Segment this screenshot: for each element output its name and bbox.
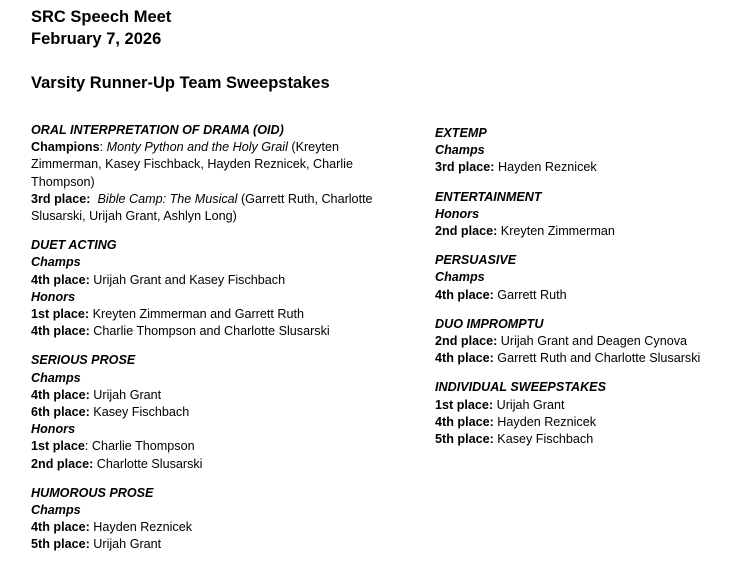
result-entry	[31, 191, 403, 225]
competitor-names: (Garrett Ruth, Charlotte Slusarski, Urijah Grant, Ashlyn Long)	[31, 191, 373, 224]
separator: :	[84, 439, 92, 454]
work-title: Monty Python and the Holy Grail	[106, 140, 288, 155]
placement: 4th place:	[31, 272, 90, 287]
competitor-names: Charlie Thompson and Charlotte Slusarski	[93, 324, 330, 339]
result-entry	[435, 397, 735, 414]
division-label: Honors	[31, 422, 76, 437]
result-entry	[31, 323, 403, 340]
result-entry	[435, 287, 735, 304]
placement: 4th place:	[435, 351, 494, 366]
competitor-names: (Kreyten Zimmerman, Kasey Fischback, Hayden Reznicek, Charlie Thompson)	[31, 140, 353, 189]
division-label: Champs	[31, 255, 81, 270]
result-entry	[31, 272, 403, 289]
meet-title: SRC Speech Meet	[31, 8, 172, 26]
result-entry	[435, 159, 735, 176]
result-entry	[31, 306, 403, 323]
division-label: Champs	[435, 270, 485, 285]
section-duo-impromptu	[435, 316, 735, 368]
division-label: Honors	[435, 206, 480, 221]
section-extemp	[435, 125, 735, 177]
placement: 4th place:	[31, 387, 90, 402]
result-entry	[435, 414, 735, 431]
result-entry	[31, 387, 403, 404]
section-serious-prose	[31, 352, 403, 472]
document-subtitle: Varsity Runner-Up Team Sweepstakes	[31, 74, 330, 92]
division-label: Champs	[31, 503, 81, 518]
division-label: Honors	[31, 289, 76, 304]
result-entry	[435, 223, 735, 240]
section-title: INDIVIDUAL SWEEPSTAKES	[435, 380, 606, 395]
result-entry	[31, 438, 403, 455]
separator: :	[99, 140, 107, 155]
placement: 3rd place:	[435, 160, 495, 175]
result-entry	[31, 536, 403, 553]
section-entertainment	[435, 189, 735, 241]
placement: 5th place:	[31, 537, 90, 552]
document-header	[31, 6, 731, 94]
result-entry	[435, 333, 735, 350]
competitor-names: Urijah Grant	[496, 397, 565, 412]
competitor-names: Kasey Fischbach	[93, 405, 190, 420]
meet-date: February 7, 2026	[31, 30, 162, 48]
competitor-names: Hayden Reznicek	[497, 414, 596, 429]
placement: 2nd place:	[435, 334, 498, 349]
result-entry	[31, 456, 403, 473]
competitor-names: Urijah Grant	[93, 537, 162, 552]
competitor-names: Kreyten Zimmerman and Garrett Ruth	[92, 307, 304, 322]
competitor-names: Kreyten Zimmerman	[500, 224, 615, 239]
placement: 1st place:	[31, 307, 90, 322]
section-title: HUMOROUS PROSE	[31, 485, 154, 500]
competitor-names: Urijah Grant	[93, 387, 162, 402]
division-label: Champs	[31, 370, 81, 385]
placement: 6th place:	[31, 405, 90, 420]
competitor-names: Kasey Fischbach	[497, 432, 594, 447]
result-entry	[435, 431, 735, 448]
separator	[91, 192, 98, 206]
section-title: ORAL INTERPRETATION OF DRAMA (OID)	[31, 123, 284, 137]
section-title: ENTERTAINMENT	[435, 189, 542, 204]
placement: 4th place:	[31, 520, 90, 535]
section-title: DUO IMPROMPTU	[435, 316, 544, 331]
result-entry	[31, 404, 403, 421]
left-column	[31, 122, 403, 566]
result-entry	[435, 350, 735, 367]
placement: Champions	[31, 140, 100, 155]
placement: 4th place:	[435, 414, 494, 429]
right-column	[435, 125, 735, 460]
placement: 4th place:	[31, 324, 90, 339]
competitor-names: Charlotte Slusarski	[96, 456, 203, 471]
section-humorous-prose	[31, 485, 403, 554]
section-individual-sweepstakes	[435, 379, 735, 448]
placement: 5th place:	[435, 432, 494, 447]
section-duet-acting	[31, 237, 403, 340]
competitor-names: Charlie Thompson	[91, 439, 195, 454]
competitor-names: Garrett Ruth and Charlotte Slusarski	[497, 351, 701, 366]
division-label: Champs	[435, 143, 485, 158]
placement: 4th place:	[435, 287, 494, 302]
work-title: Bible Camp: The Musical	[97, 191, 238, 206]
placement: 1st place	[31, 439, 85, 454]
result-entry	[31, 519, 403, 536]
result-entry	[31, 139, 403, 191]
competitor-names: Hayden Reznicek	[498, 160, 597, 175]
competitor-names: Urijah Grant and Kasey Fischbach	[93, 272, 286, 287]
competitor-names: Hayden Reznicek	[93, 520, 192, 535]
section-persuasive	[435, 252, 735, 304]
competitor-names: Urijah Grant and Deagen Cynova	[500, 334, 688, 349]
placement: 2nd place:	[31, 456, 94, 471]
section-title: EXTEMP	[435, 126, 487, 140]
placement: 1st place:	[435, 397, 494, 412]
section-title: PERSUASIVE	[435, 253, 517, 268]
competitor-names: Garrett Ruth	[497, 287, 567, 302]
section-title: SERIOUS PROSE	[31, 353, 136, 368]
placement: 3rd place:	[31, 191, 91, 206]
section-title: DUET ACTING	[31, 238, 117, 253]
placement: 2nd place:	[435, 224, 498, 239]
section-oral-interpretation-of-drama-oid	[31, 122, 403, 225]
